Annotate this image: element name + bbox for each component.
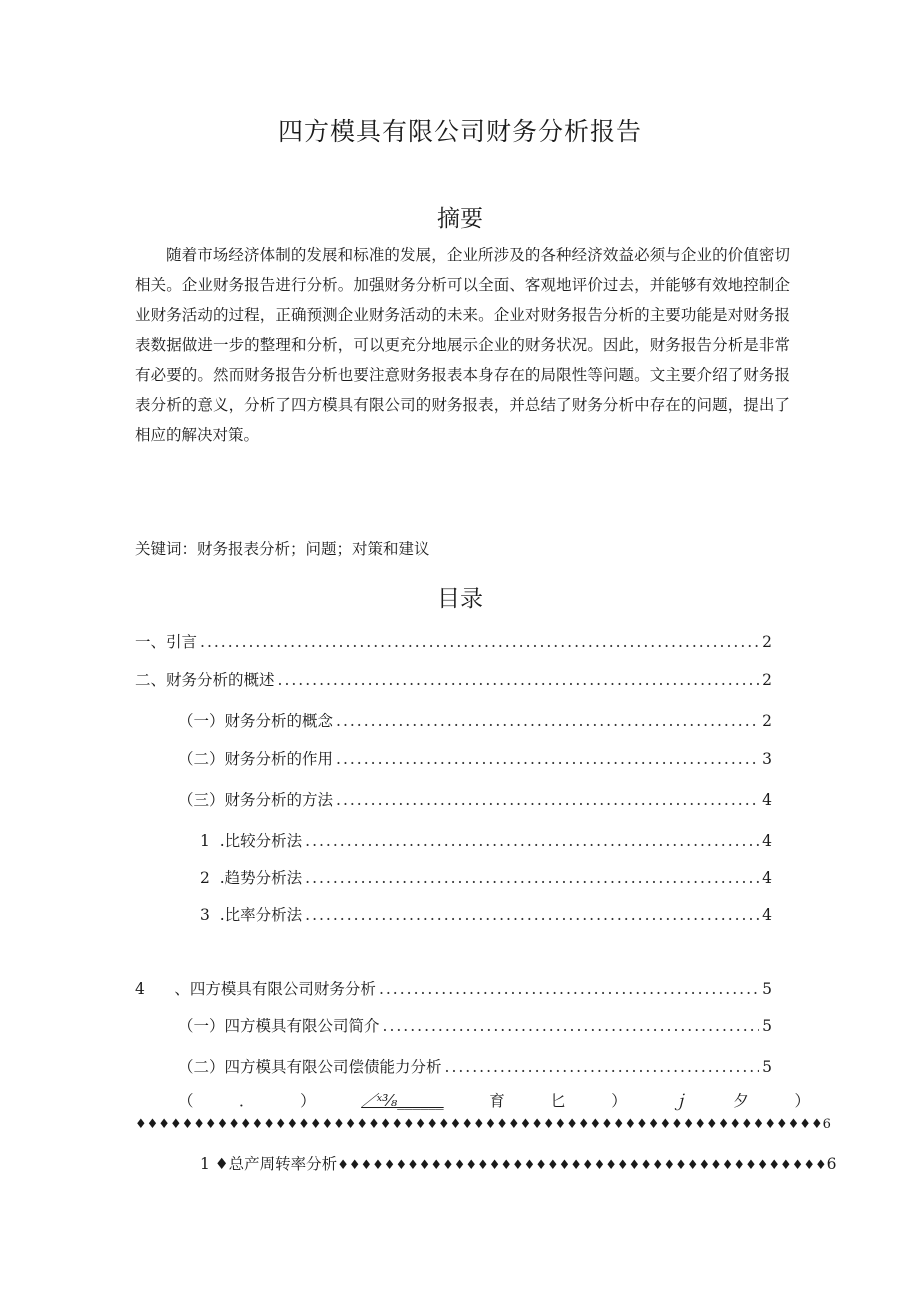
toc-leader-dots xyxy=(336,791,759,809)
toc-entry-page: 4 xyxy=(762,906,772,924)
toc-leader-dots xyxy=(445,1058,760,1076)
toc-entry-label: 1 ♦总产周转率分析 xyxy=(200,1155,338,1173)
toc-leader-dots xyxy=(336,712,759,730)
toc-entry-label: 1 .比较分析法 xyxy=(200,832,303,850)
garbled-char: 育 xyxy=(489,1092,505,1110)
toc-entry[interactable] xyxy=(178,1014,772,1036)
garbled-char: 匕 xyxy=(550,1092,566,1110)
garbled-char: （ xyxy=(178,1092,194,1110)
toc-entry-label: （二）四方模具有限公司偿债能力分析 xyxy=(178,1058,442,1076)
garbled-diamond-line: ♦♦♦♦♦♦♦♦♦♦♦♦♦♦♦♦♦♦♦♦♦♦♦♦♦♦♦♦♦♦♦♦♦♦♦♦♦♦♦♦♦♦♦♦♦♦♦♦♦♦♦♦♦♦♦♦♦♦♦6 xyxy=(135,1117,831,1132)
abstract-body xyxy=(135,240,790,450)
toc-entry-page: 4 xyxy=(762,832,772,850)
toc-entry-page: 2 xyxy=(762,633,772,651)
garbled-char: ． xyxy=(239,1092,255,1110)
garbled-toc-line xyxy=(178,1089,810,1111)
toc-entry-page: 5 xyxy=(762,980,772,998)
toc-entry-label: （一）财务分析的概念 xyxy=(178,712,334,730)
toc-entry-page: 5 xyxy=(762,1058,772,1076)
toc-leader-dots xyxy=(305,906,759,924)
toc-entry-page: 3 xyxy=(762,750,772,768)
toc-entry[interactable] xyxy=(135,977,772,999)
keywords: 关键词：财务报表分析；问题；对策和建议 xyxy=(135,540,430,558)
garbled-diamonds: ♦♦♦♦♦♦♦♦♦♦♦♦♦♦♦♦♦♦♦♦♦♦♦♦♦♦♦♦♦♦♦♦♦♦♦♦♦♦♦♦♦♦ xyxy=(337,1158,827,1173)
toc-entry[interactable] xyxy=(135,630,772,652)
toc-entry[interactable] xyxy=(178,709,772,731)
toc-leader-dots xyxy=(200,633,759,651)
toc-entry-label: （一）四方模具有限公司简介 xyxy=(178,1017,380,1035)
garbled-char: 夕 xyxy=(733,1092,749,1110)
garbled-char: ） xyxy=(611,1092,627,1110)
toc-entry-page: 4 xyxy=(762,791,772,809)
toc-entry-page: 5 xyxy=(762,1017,772,1035)
toc-entry[interactable] xyxy=(178,747,772,769)
toc-entry[interactable] xyxy=(135,668,772,690)
toc-entry[interactable] xyxy=(200,903,772,925)
abstract-paragraph: 随着市场经济体制的发展和标准的发展，企业所涉及的各种经济效益必须与企业的价值密切相关。企业财务报告进行分析。加强财务分析可以全面、客观地评价过去，并能够有效地控制企业财务活动的过程，正确预测企业财务活动的未来。企业对财务报告分析的主要功能是对财务报表数据做进一步的整理和分析，可以更充分地展示企业的财务状况。因此，财务报告分析是非常有必要的。然而财务报告分析也要注意财务报表本身存在的局限性等问题。文主要介绍了财务报表分析的意义，分析了四方模具有限公司的财务报表，并总结了财务分析中存在的问题，提出了相应的解决对策。 xyxy=(135,246,790,444)
toc-leader-dots xyxy=(278,671,760,689)
abstract-heading: 摘要 xyxy=(437,206,483,232)
toc-entry[interactable] xyxy=(178,1055,772,1077)
garbled-char: ｊ xyxy=(672,1092,688,1110)
toc-entry-page: 6 xyxy=(826,1155,837,1173)
toc-entry[interactable] xyxy=(178,788,772,810)
toc-leader-dots xyxy=(305,832,759,850)
toc-entry-label: （三）财务分析的方法 xyxy=(178,791,334,809)
garbled-char: ／ˣ³⁄₈______ xyxy=(361,1092,444,1110)
toc-entry[interactable] xyxy=(200,829,772,851)
toc-entry-label: 一、引言 xyxy=(135,633,198,651)
toc-entry-label: 二、财务分析的概述 xyxy=(135,671,275,689)
garbled-char: ） xyxy=(300,1092,316,1110)
toc-entry-label: （二）财务分析的作用 xyxy=(178,750,334,768)
toc-entry[interactable] xyxy=(200,866,772,888)
toc-leader-dots xyxy=(379,980,759,998)
document-title: 四方模具有限公司财务分析报告 xyxy=(277,117,642,146)
toc-entry-label: 3 .比率分析法 xyxy=(200,906,303,924)
toc-entry-label: 4 、四方模具有限公司财务分析 xyxy=(135,980,376,998)
toc-entry-page: 4 xyxy=(762,869,772,887)
toc-entry-page: 2 xyxy=(762,671,772,689)
toc-entry-garbled[interactable] xyxy=(200,1152,837,1174)
toc-heading: 目录 xyxy=(437,586,483,612)
toc-leader-dots xyxy=(383,1017,760,1035)
toc-entry-label: 2 .趋势分析法 xyxy=(200,869,303,887)
toc-entry-page: 2 xyxy=(762,712,772,730)
toc-leader-dots xyxy=(305,869,759,887)
garbled-char: ） xyxy=(794,1092,810,1110)
toc-leader-dots xyxy=(336,750,759,768)
